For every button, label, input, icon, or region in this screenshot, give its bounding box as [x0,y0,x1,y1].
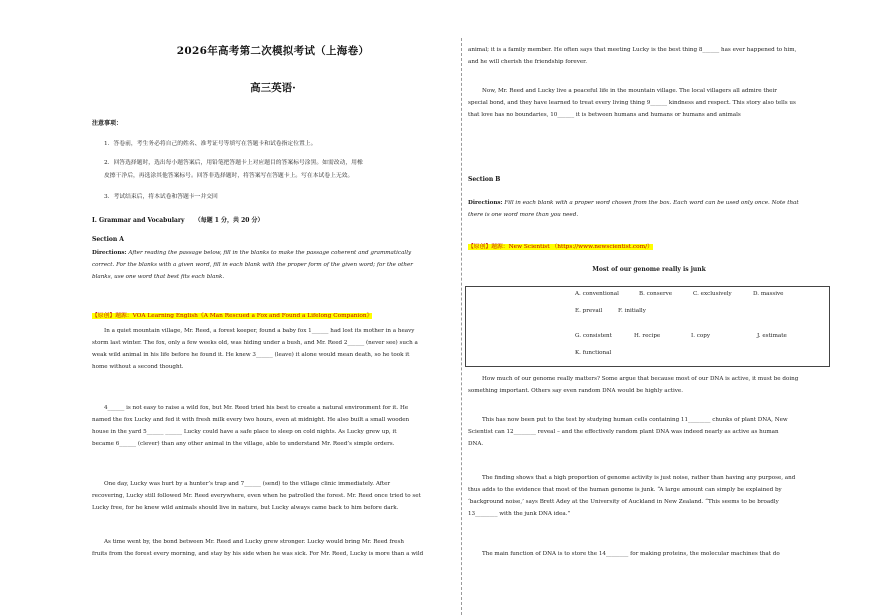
source-note: 【原创】题源：VOA Learning English《A Man Rescued a Fox and Found a Lifelong Companion》 [92,313,373,319]
source-note-b: 【原创】题源：New Scientist （https://www.newscientist.com/） [468,244,653,250]
column-divider [461,38,462,615]
passage-b-paragraph-3: The finding shows that a high proportion of genome activity is just noise, rather than having any purpose, and thus adds to the evidence that most of the human genome is junk. “A large amount can simply be explained by ‘background noise,’ says Brett Adey at the University of Auckland in New Zealand. “This seems to be broadly 13________ with the junk DNA idea.” [468,475,796,517]
option-f: F. initially [618,308,646,314]
section-b-heading: Section B [468,176,501,183]
section-score: （每题 1 分，共 20 分） [194,217,264,224]
option-k: K. functional [575,350,612,356]
notice-item-2: 2．回答选择题时，选出每小题答案后，用铅笔把答题卡上对应题目的答案标号涂黑。如需改动，用橡 [104,160,363,166]
section-title: I. Grammar and Vocabulary [92,217,185,224]
notice-heading: 注意事项： [92,120,123,127]
directions-label-b: Directions: [468,200,503,206]
passage-b-paragraph-1: How much of our genome really matters? Some argue that because most of our DNA is active, it must be doing something important. Others say even random DNA would be highly active. [468,376,799,394]
passage-paragraph-3: One day, Lucky was hurt by a hunter’s trap and 7______ (send) to the village clinic immediately. After recovering, Lucky still followed Mr. Reed everywhere, even when he patrolled the forest. Mr. Reed once tried to set Lucky free, for he knew wild animals should live in nature, but Lucky always came back to him before dark. [92,481,421,511]
section-a-directions: Directions: After reading the passage below, fill in the blanks to make the passage coherent and grammatically correct. For the blanks with a given word, fill in each blank with the proper form of the given word; for the other blanks, use one word that best fits each blank. [92,250,413,280]
option-i: I. copy [691,333,711,339]
passage-paragraph-6: Now, Mr. Reed and Lucky live a peaceful life in the mountain village. The local villagers all admire their special bond, and they have learned to treat every living thing 9______ kindness and respect. This story also tells us that love has no boundaries, 10______ it is between humans and humans or humans and animals [468,88,796,118]
option-b: B. conserve [639,291,673,297]
option-g: G. consistent [575,333,612,339]
directions-label: Directions: [92,250,127,256]
page-title: 2026年高考第二次模拟考试（上海卷） [176,45,370,57]
passage-title: Most of our genome really is junk [592,266,706,273]
option-c: C. exclusively [693,291,732,297]
passage-paragraph-2: 4______ is not easy to raise a wild fox, but Mr. Reed tried his best to create a natural environment for it. He named the fox Lucky and fed it with fresh milk every two hours, even at midnight. He also built a small wooden house in the yard 5______ ______ Lucky could have a safe place to sleep on cold nights. As Lucky grew up, it became 6______ (clever) than any other animal in the village, able to understand Mr. Reed’s simple orders. [92,405,410,447]
page-subtitle: 高三英语· [250,82,296,94]
option-h: H. recipe [634,333,661,339]
option-a: A. conventional [575,291,619,297]
notice-item-3: 3．考试结束后，将本试卷和答题卡一并交回 [104,194,218,200]
word-box [465,286,830,367]
section-a-heading: Section A [92,236,124,243]
notice-item-1: 1．答卷前，考生务必将自己的姓名、准考证号等填写在答题卡和试卷指定位置上。 [104,141,317,147]
passage-b-paragraph-2: This has now been put to the test by studying human cells containing 11________ chunks of plant DNA, New Scientist can 12________ reveal – and the effectively random plant DNA was indeed nearly as active as human DNA. [468,417,788,447]
notice-item-2b: 皮擦干净后，再选涂其他答案标号。回答非选择题时，将答案写在答题卡上。写在本试卷上无效。 [104,173,354,179]
option-e: E. prevail [575,308,603,314]
passage-b-paragraph-4: The main function of DNA is to store the 14________ for making proteins, the molecular machines that do [482,551,780,557]
option-j: J. estimate [757,333,787,339]
passage-paragraph-1: In a quiet mountain village, Mr. Reed, a forest keeper, found a baby fox 1______ had lost its mother in a heavy storm last winter. The fox, only a few weeks old, was hiding under a bush, and Mr. Reed 2______ (never see) such a weak wild animal in his life before he found it. He knew 3______ (leave) it alone would mean death, so he took it home without a second thought. [92,328,418,370]
passage-paragraph-4: As time went by, the bond between Mr. Reed and Lucky grew stronger. Lucky would bring Mr. Reed fresh fruits from the forest every morning, and stay by his side when he was sick. For Mr. Reed, Lucky is more than a wild [92,539,424,557]
section-b-directions: Directions: Fill in each blank with a proper word chosen from the box. Each word can be used only once. Note that there is one word more than you need. [468,200,799,218]
passage-paragraph-5: animal; it is a family member. He often says that meeting Lucky is the best thing 8______ has ever happened to him, and he will cherish the friendship forever. [468,47,797,65]
section-heading [92,215,264,224]
option-d: D. massive [753,291,784,297]
